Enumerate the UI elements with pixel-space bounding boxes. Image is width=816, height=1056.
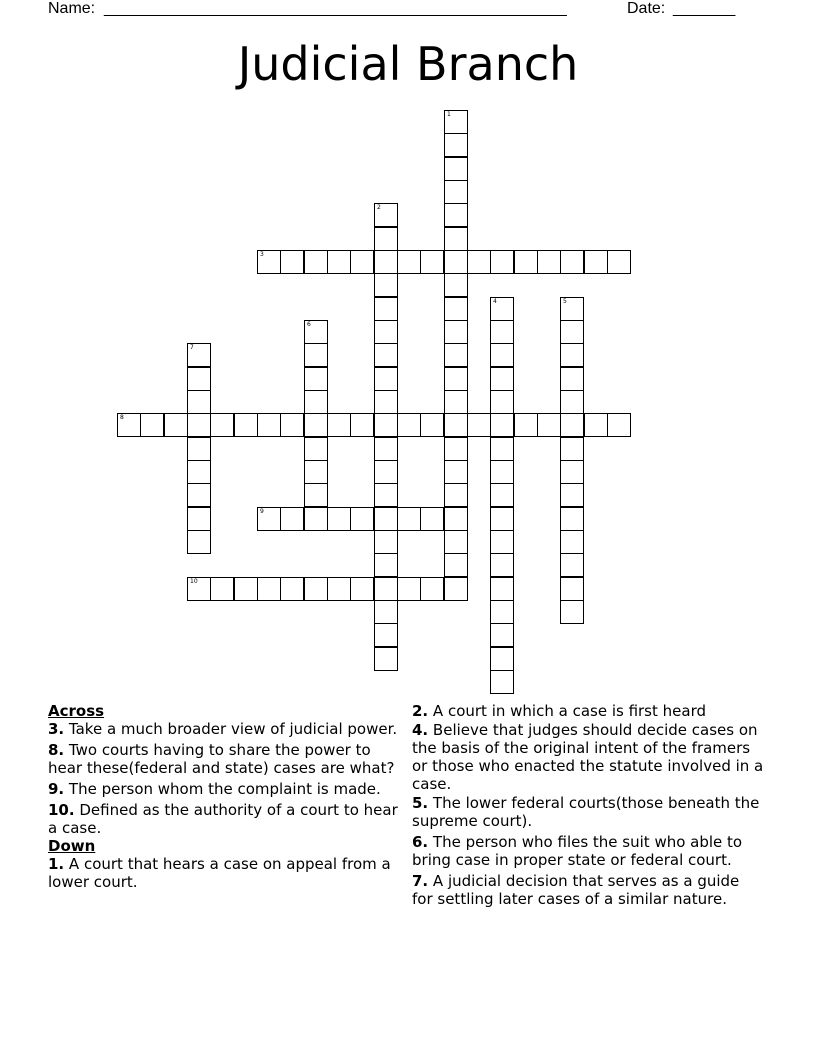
crossword-cell[interactable] — [444, 437, 468, 461]
crossword-cell[interactable] — [560, 460, 584, 484]
crossword-cell[interactable] — [444, 227, 468, 251]
crossword-cell[interactable] — [490, 367, 514, 391]
crossword-cell[interactable] — [350, 413, 374, 437]
crossword-cell[interactable] — [374, 297, 398, 321]
crossword-cell[interactable] — [374, 343, 398, 367]
crossword-cell[interactable] — [490, 250, 514, 274]
crossword-cell[interactable] — [304, 437, 328, 461]
crossword-cell[interactable] — [187, 577, 211, 601]
crossword-cell[interactable] — [560, 553, 584, 577]
clue-number-label: 3 — [260, 251, 264, 258]
crossword-cell[interactable] — [584, 250, 608, 274]
clue-text: A court that hears a case on appeal from a lower court. — [48, 855, 391, 891]
clue-number-label: 5 — [563, 298, 567, 305]
crossword-cell[interactable] — [444, 343, 468, 367]
crossword-cell[interactable] — [257, 413, 281, 437]
name-field-line: ____________________________________________________ — [104, 0, 567, 17]
crossword-cell[interactable] — [280, 507, 304, 531]
crossword-cell[interactable] — [187, 530, 211, 554]
crossword-cell[interactable] — [117, 413, 141, 437]
crossword-cell[interactable] — [140, 413, 164, 437]
crossword-cell[interactable] — [327, 577, 351, 601]
crossword-cell[interactable] — [444, 110, 468, 134]
crossword-cell[interactable] — [490, 553, 514, 577]
crossword-cell[interactable] — [560, 437, 584, 461]
date-field-line: _______ — [673, 0, 736, 17]
crossword-cell[interactable] — [187, 343, 211, 367]
crossword-cell[interactable] — [374, 320, 398, 344]
clue-down-4 — [412, 721, 764, 793]
crossword-cell[interactable] — [490, 390, 514, 414]
crossword-cell[interactable] — [164, 413, 188, 437]
crossword-cell[interactable] — [444, 273, 468, 297]
crossword-cell[interactable] — [584, 413, 608, 437]
clue-down-1 — [48, 855, 400, 891]
crossword-cell[interactable] — [397, 413, 421, 437]
crossword-cell[interactable] — [187, 483, 211, 507]
crossword-cell[interactable] — [327, 507, 351, 531]
crossword-cell[interactable] — [560, 577, 584, 601]
down-heading: Down — [48, 837, 96, 855]
across-heading: Across — [48, 702, 105, 720]
clue-text: Believe that judges should decide cases on the basis of the original intent of the framers or those who enacted the statute involved in a case. — [412, 721, 764, 793]
crossword-cell[interactable] — [490, 413, 514, 437]
clue-text: Take a much broader view of judicial power. — [68, 720, 398, 738]
crossword-cell[interactable] — [280, 413, 304, 437]
name-label: Name: — [48, 0, 96, 17]
crossword-cell[interactable] — [397, 577, 421, 601]
crossword-cell[interactable] — [560, 413, 584, 437]
clue-number: 10. — [48, 801, 75, 819]
crossword-cell[interactable] — [374, 437, 398, 461]
clue-number-label: 4 — [493, 298, 497, 305]
crossword-cell[interactable] — [607, 250, 631, 274]
crossword-cell[interactable] — [607, 413, 631, 437]
crossword-cell[interactable] — [187, 390, 211, 414]
crossword-cell[interactable] — [444, 460, 468, 484]
crossword-cell[interactable] — [420, 507, 444, 531]
crossword-cell[interactable] — [350, 577, 374, 601]
clue-number-label: 7 — [190, 344, 194, 351]
crossword-cell[interactable] — [514, 250, 538, 274]
clue-number: 3. — [48, 720, 65, 738]
crossword-cell[interactable] — [304, 250, 328, 274]
crossword-cell[interactable] — [444, 483, 468, 507]
clue-number-label: 1 — [447, 111, 451, 118]
crossword-cell[interactable] — [490, 437, 514, 461]
crossword-cell[interactable] — [420, 577, 444, 601]
crossword-cell[interactable] — [374, 553, 398, 577]
crossword-cell[interactable] — [560, 530, 584, 554]
crossword-cell[interactable] — [257, 507, 281, 531]
header — [48, 0, 768, 22]
clue-across-3 — [48, 720, 400, 738]
clue-number: 1. — [48, 855, 65, 873]
crossword-cell[interactable] — [187, 367, 211, 391]
date-label: Date: — [627, 0, 666, 17]
crossword-cell[interactable] — [490, 460, 514, 484]
crossword-cell[interactable] — [560, 320, 584, 344]
clue-number: 8. — [48, 741, 65, 759]
clue-number: 7. — [412, 872, 429, 890]
crossword-cell[interactable] — [374, 390, 398, 414]
crossword-cell[interactable] — [304, 367, 328, 391]
crossword-cell[interactable] — [374, 647, 398, 671]
clue-text: The lower federal courts(those beneath the supreme court). — [412, 794, 760, 830]
clue-number: 5. — [412, 794, 429, 812]
clue-number: 4. — [412, 721, 429, 739]
crossword-cell[interactable] — [187, 460, 211, 484]
crossword-cell[interactable] — [304, 577, 328, 601]
crossword-cell[interactable] — [444, 390, 468, 414]
clue-text: The person who files the suit who able to bring case in proper state or federal court. — [412, 833, 743, 869]
crossword-cell[interactable] — [537, 250, 561, 274]
clue-number-label: 9 — [260, 508, 264, 515]
crossword-cell[interactable] — [444, 413, 468, 437]
crossword-cell[interactable] — [490, 320, 514, 344]
clue-text: A judicial decision that serves as a guide for settling later cases of a similar nature. — [412, 872, 740, 908]
crossword-cell[interactable] — [304, 413, 328, 437]
crossword-cell[interactable] — [560, 367, 584, 391]
clue-number-label: 2 — [377, 204, 381, 211]
crossword-cell[interactable] — [374, 250, 398, 274]
crossword-cell[interactable] — [304, 320, 328, 344]
crossword-cell[interactable] — [187, 413, 211, 437]
crossword-cell[interactable] — [374, 203, 398, 227]
clues-right-column — [412, 702, 764, 911]
clue-text: The person whom the complaint is made. — [68, 780, 381, 798]
crossword-cell[interactable] — [374, 460, 398, 484]
crossword-cell[interactable] — [327, 250, 351, 274]
crossword-cell[interactable] — [444, 297, 468, 321]
clues-left-column — [48, 702, 400, 894]
crossword-cell[interactable] — [490, 297, 514, 321]
crossword-cell[interactable] — [304, 343, 328, 367]
clue-text: Two courts having to share the power to hear these(federal and state) cases are what? — [48, 741, 395, 777]
clue-across-10 — [48, 801, 400, 837]
crossword-cell[interactable] — [374, 367, 398, 391]
crossword-cell[interactable] — [490, 483, 514, 507]
crossword-cell[interactable] — [257, 250, 281, 274]
crossword-cell[interactable] — [280, 250, 304, 274]
crossword-cell[interactable] — [490, 343, 514, 367]
crossword-cell[interactable] — [374, 413, 398, 437]
crossword-cell[interactable] — [560, 343, 584, 367]
crossword-cell[interactable] — [374, 507, 398, 531]
crossword-cell[interactable] — [560, 483, 584, 507]
crossword-cell[interactable] — [350, 507, 374, 531]
crossword-cell[interactable] — [234, 413, 258, 437]
crossword-cell[interactable] — [490, 530, 514, 554]
crossword-cell[interactable] — [444, 250, 468, 274]
crossword-cell[interactable] — [444, 577, 468, 601]
clue-number: 9. — [48, 780, 65, 798]
crossword-cell[interactable] — [537, 413, 561, 437]
crossword-cell[interactable] — [374, 623, 398, 647]
crossword-cell[interactable] — [444, 133, 468, 157]
crossword-cell[interactable] — [374, 577, 398, 601]
crossword-cell[interactable] — [490, 623, 514, 647]
crossword-cell[interactable] — [350, 250, 374, 274]
clue-number-label: 8 — [120, 414, 124, 421]
clue-text: A court in which a case is first heard — [432, 702, 706, 720]
crossword-cell[interactable] — [234, 577, 258, 601]
crossword-cell[interactable] — [490, 670, 514, 694]
crossword-cell[interactable] — [560, 297, 584, 321]
crossword-cell[interactable] — [420, 413, 444, 437]
crossword-cell[interactable] — [210, 413, 234, 437]
crossword-cell[interactable] — [374, 600, 398, 624]
crossword-cell[interactable] — [210, 577, 234, 601]
clue-down-5 — [412, 794, 764, 830]
crossword-cell[interactable] — [327, 413, 351, 437]
crossword-cell[interactable] — [490, 600, 514, 624]
clue-down-2 — [412, 702, 764, 720]
crossword-cell[interactable] — [444, 553, 468, 577]
crossword-cell[interactable] — [560, 250, 584, 274]
crossword-cell[interactable] — [397, 507, 421, 531]
clue-across-8 — [48, 741, 400, 777]
crossword-cell[interactable] — [420, 250, 444, 274]
crossword-cell[interactable] — [280, 577, 304, 601]
crossword-cell[interactable] — [560, 507, 584, 531]
crossword-cell[interactable] — [444, 203, 468, 227]
clue-number: 6. — [412, 833, 429, 851]
crossword-cell[interactable] — [304, 460, 328, 484]
crossword-cell[interactable] — [514, 413, 538, 437]
clue-across-9 — [48, 780, 400, 798]
crossword-cell[interactable] — [444, 507, 468, 531]
crossword-cell[interactable] — [257, 577, 281, 601]
clue-down-6 — [412, 833, 764, 869]
crossword-cell[interactable] — [467, 413, 491, 437]
crossword-cell[interactable] — [304, 390, 328, 414]
crossword-cell[interactable] — [490, 507, 514, 531]
crossword-cell[interactable] — [444, 180, 468, 204]
clue-number-label: 6 — [307, 321, 311, 328]
clue-number: 2. — [412, 702, 429, 720]
crossword-cell[interactable] — [374, 227, 398, 251]
crossword-cell[interactable] — [467, 250, 491, 274]
crossword-cell[interactable] — [187, 507, 211, 531]
clue-down-7 — [412, 872, 764, 908]
crossword-cell[interactable] — [444, 320, 468, 344]
crossword-cell[interactable] — [374, 530, 398, 554]
clue-text: Defined as the authority of a court to hear a case. — [48, 801, 398, 837]
crossword-cell[interactable] — [490, 647, 514, 671]
crossword-cell[interactable] — [374, 483, 398, 507]
crossword-cell[interactable] — [187, 437, 211, 461]
crossword-cell[interactable] — [444, 530, 468, 554]
crossword-cell[interactable] — [397, 250, 421, 274]
crossword-cell[interactable] — [304, 483, 328, 507]
clue-number-label: 10 — [190, 578, 198, 585]
crossword-cell[interactable] — [444, 367, 468, 391]
crossword-cell[interactable] — [304, 507, 328, 531]
crossword-cell[interactable] — [374, 273, 398, 297]
crossword-cell[interactable] — [444, 157, 468, 181]
crossword-cell[interactable] — [560, 600, 584, 624]
crossword-cell[interactable] — [560, 390, 584, 414]
crossword-cell[interactable] — [490, 577, 514, 601]
page-title: Judicial Branch — [237, 37, 579, 91]
